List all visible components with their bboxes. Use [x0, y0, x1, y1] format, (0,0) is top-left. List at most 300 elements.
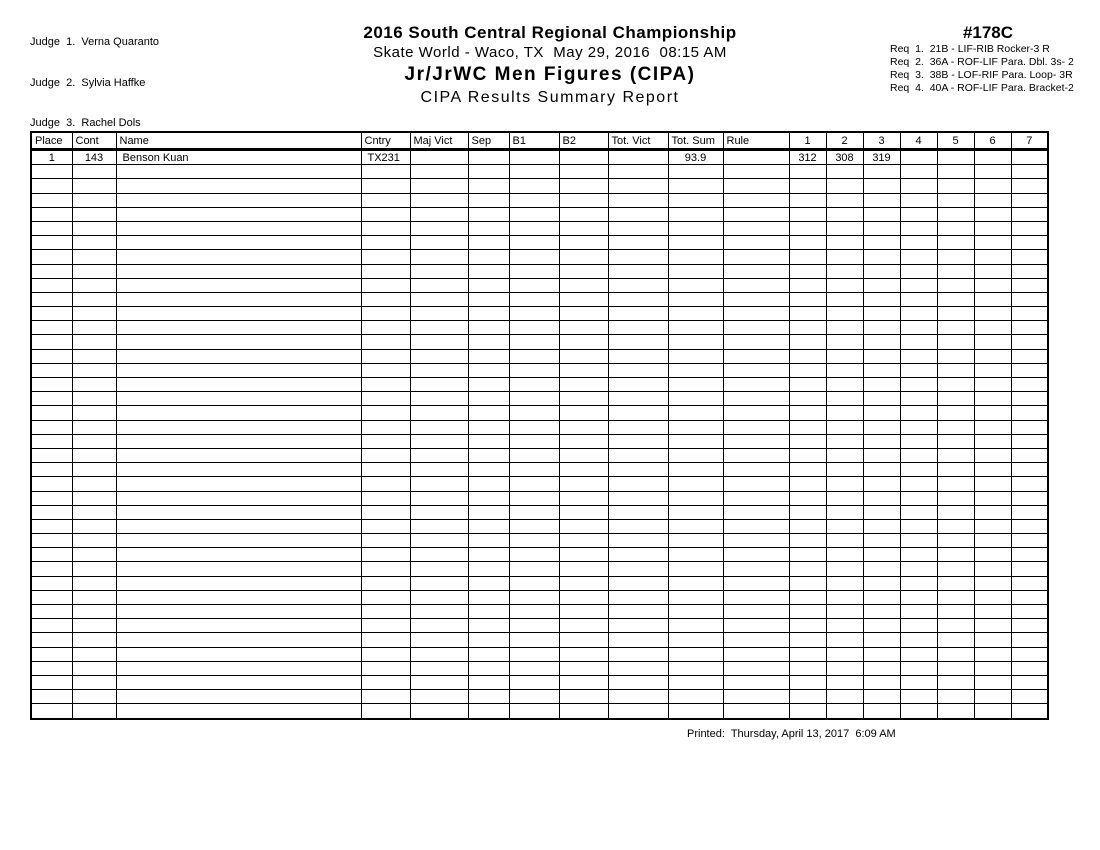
- empty-cell: [863, 193, 900, 207]
- empty-cell: [1011, 534, 1048, 548]
- empty-cell: [31, 221, 72, 235]
- empty-cell: [509, 690, 559, 704]
- empty-cell: [668, 349, 723, 363]
- empty-cell: [1011, 619, 1048, 633]
- empty-cell: [937, 236, 974, 250]
- printed-timestamp: Printed: Thursday, April 13, 2017 6:09 AM: [687, 728, 896, 740]
- empty-cell: [974, 477, 1011, 491]
- empty-table-row: [31, 363, 1048, 377]
- empty-cell: [559, 321, 608, 335]
- empty-cell: [468, 236, 509, 250]
- empty-cell: [723, 335, 789, 349]
- empty-cell: [723, 633, 789, 647]
- empty-cell: [116, 491, 361, 505]
- empty-cell: [608, 420, 668, 434]
- empty-cell: [974, 250, 1011, 264]
- empty-cell: [937, 420, 974, 434]
- empty-cell: [900, 406, 937, 420]
- empty-cell: [361, 690, 410, 704]
- empty-cell: [1011, 420, 1048, 434]
- empty-cell: [559, 420, 608, 434]
- empty-cell: [468, 420, 509, 434]
- empty-cell: [468, 491, 509, 505]
- empty-cell: [410, 221, 468, 235]
- empty-cell: [608, 548, 668, 562]
- empty-cell: [509, 406, 559, 420]
- empty-cell: [361, 264, 410, 278]
- empty-cell: [1011, 690, 1048, 704]
- empty-cell: [863, 590, 900, 604]
- empty-cell: [900, 378, 937, 392]
- empty-cell: [509, 505, 559, 519]
- empty-cell: [72, 165, 116, 179]
- empty-cell: [116, 534, 361, 548]
- empty-cell: [509, 463, 559, 477]
- empty-cell: [900, 264, 937, 278]
- empty-cell: [900, 690, 937, 704]
- empty-cell: [410, 392, 468, 406]
- empty-cell: [863, 292, 900, 306]
- empty-cell: [116, 647, 361, 661]
- empty-cell: [668, 434, 723, 448]
- empty-cell: [937, 335, 974, 349]
- empty-cell: [608, 690, 668, 704]
- empty-cell: [608, 236, 668, 250]
- empty-cell: [723, 349, 789, 363]
- empty-cell: [789, 392, 826, 406]
- empty-cell: [361, 633, 410, 647]
- empty-table-row: [31, 519, 1048, 533]
- empty-cell: [668, 548, 723, 562]
- empty-cell: [608, 647, 668, 661]
- empty-cell: [974, 392, 1011, 406]
- empty-cell: [668, 221, 723, 235]
- empty-cell: [723, 647, 789, 661]
- empty-cell: [826, 363, 863, 377]
- empty-cell: [72, 505, 116, 519]
- empty-cell: [863, 165, 900, 179]
- empty-cell: [608, 590, 668, 604]
- empty-table-row: [31, 165, 1048, 179]
- empty-cell: [72, 534, 116, 548]
- empty-cell: [863, 434, 900, 448]
- empty-cell: [608, 221, 668, 235]
- empty-cell: [72, 321, 116, 335]
- empty-cell: [468, 590, 509, 604]
- empty-cell: [559, 633, 608, 647]
- empty-cell: [937, 250, 974, 264]
- empty-cell: [361, 605, 410, 619]
- empty-cell: [1011, 221, 1048, 235]
- empty-cell: [789, 661, 826, 675]
- empty-cell: [608, 392, 668, 406]
- empty-cell: [410, 448, 468, 462]
- empty-cell: [974, 406, 1011, 420]
- empty-cell: [974, 321, 1011, 335]
- empty-cell: [789, 548, 826, 562]
- col-header-judge-6: 6: [974, 132, 1011, 150]
- empty-cell: [789, 278, 826, 292]
- empty-cell: [72, 590, 116, 604]
- empty-cell: [509, 605, 559, 619]
- empty-table-row: [31, 690, 1048, 704]
- cell-place: 1: [31, 150, 72, 165]
- cell-judge-1-score: 312: [789, 150, 826, 165]
- empty-cell: [723, 448, 789, 462]
- empty-cell: [509, 633, 559, 647]
- empty-cell: [900, 363, 937, 377]
- empty-cell: [410, 491, 468, 505]
- empty-cell: [509, 675, 559, 689]
- empty-table-row: [31, 434, 1048, 448]
- cell-tot-vict: [608, 150, 668, 165]
- empty-cell: [937, 221, 974, 235]
- empty-cell: [361, 221, 410, 235]
- empty-cell: [31, 392, 72, 406]
- empty-cell: [361, 576, 410, 590]
- empty-cell: [116, 250, 361, 264]
- empty-cell: [116, 605, 361, 619]
- empty-cell: [559, 491, 608, 505]
- empty-cell: [723, 675, 789, 689]
- empty-cell: [31, 534, 72, 548]
- championship-title: 2016 South Central Regional Championship: [363, 23, 737, 42]
- empty-cell: [410, 292, 468, 306]
- empty-cell: [410, 236, 468, 250]
- col-header-b1: B1: [509, 132, 559, 150]
- empty-cell: [31, 548, 72, 562]
- empty-cell: [509, 292, 559, 306]
- empty-cell: [1011, 633, 1048, 647]
- empty-cell: [361, 505, 410, 519]
- empty-cell: [1011, 193, 1048, 207]
- empty-cell: [608, 434, 668, 448]
- empty-cell: [410, 647, 468, 661]
- empty-cell: [900, 675, 937, 689]
- empty-cell: [72, 392, 116, 406]
- empty-cell: [559, 477, 608, 491]
- empty-cell: [509, 534, 559, 548]
- empty-cell: [974, 335, 1011, 349]
- empty-cell: [900, 605, 937, 619]
- empty-cell: [863, 335, 900, 349]
- empty-cell: [116, 477, 361, 491]
- col-header-judge-7: 7: [1011, 132, 1048, 150]
- empty-cell: [826, 661, 863, 675]
- empty-cell: [974, 378, 1011, 392]
- empty-cell: [559, 548, 608, 562]
- empty-cell: [937, 448, 974, 462]
- empty-cell: [826, 406, 863, 420]
- empty-cell: [937, 519, 974, 533]
- empty-table-row: [31, 250, 1048, 264]
- col-header-place: Place: [31, 132, 72, 150]
- empty-cell: [31, 321, 72, 335]
- empty-cell: [410, 704, 468, 719]
- empty-cell: [668, 335, 723, 349]
- empty-cell: [410, 165, 468, 179]
- empty-cell: [789, 448, 826, 462]
- empty-cell: [72, 420, 116, 434]
- empty-table-row: [31, 491, 1048, 505]
- empty-cell: [900, 321, 937, 335]
- empty-cell: [863, 349, 900, 363]
- empty-cell: [900, 590, 937, 604]
- empty-cell: [668, 236, 723, 250]
- cell-maj-vict: [410, 150, 468, 165]
- empty-cell: [468, 675, 509, 689]
- col-header-cntry: Cntry: [361, 132, 410, 150]
- empty-cell: [468, 661, 509, 675]
- empty-cell: [361, 392, 410, 406]
- empty-cell: [723, 576, 789, 590]
- empty-cell: [608, 179, 668, 193]
- empty-cell: [900, 562, 937, 576]
- empty-cell: [668, 321, 723, 335]
- empty-cell: [361, 165, 410, 179]
- empty-cell: [668, 392, 723, 406]
- empty-table-row: [31, 633, 1048, 647]
- empty-cell: [608, 704, 668, 719]
- empty-cell: [826, 193, 863, 207]
- empty-table-row: [31, 378, 1048, 392]
- cell-judge-4-score: [900, 150, 937, 165]
- empty-cell: [72, 463, 116, 477]
- empty-cell: [31, 576, 72, 590]
- cell-judge-5-score: [937, 150, 974, 165]
- empty-cell: [509, 392, 559, 406]
- empty-cell: [116, 392, 361, 406]
- empty-cell: [31, 193, 72, 207]
- empty-cell: [559, 349, 608, 363]
- empty-cell: [900, 448, 937, 462]
- empty-cell: [116, 505, 361, 519]
- empty-cell: [826, 392, 863, 406]
- empty-cell: [509, 519, 559, 533]
- empty-cell: [72, 605, 116, 619]
- empty-cell: [863, 619, 900, 633]
- empty-cell: [31, 505, 72, 519]
- empty-cell: [974, 647, 1011, 661]
- empty-cell: [826, 307, 863, 321]
- empty-cell: [361, 619, 410, 633]
- empty-cell: [608, 576, 668, 590]
- empty-cell: [116, 406, 361, 420]
- empty-cell: [31, 236, 72, 250]
- empty-cell: [668, 505, 723, 519]
- empty-cell: [468, 704, 509, 719]
- empty-cell: [468, 463, 509, 477]
- empty-table-row: [31, 292, 1048, 306]
- empty-cell: [72, 236, 116, 250]
- empty-cell: [608, 562, 668, 576]
- col-header-judge-1: 1: [789, 132, 826, 150]
- empty-cell: [468, 179, 509, 193]
- empty-cell: [116, 207, 361, 221]
- empty-cell: [723, 548, 789, 562]
- empty-cell: [789, 519, 826, 533]
- empty-cell: [116, 165, 361, 179]
- empty-cell: [468, 576, 509, 590]
- empty-cell: [900, 661, 937, 675]
- empty-cell: [31, 690, 72, 704]
- empty-cell: [608, 165, 668, 179]
- empty-cell: [116, 307, 361, 321]
- empty-table-row: [31, 576, 1048, 590]
- empty-cell: [559, 165, 608, 179]
- empty-cell: [789, 420, 826, 434]
- empty-cell: [937, 690, 974, 704]
- empty-cell: [668, 165, 723, 179]
- empty-cell: [31, 448, 72, 462]
- empty-cell: [863, 647, 900, 661]
- empty-cell: [31, 661, 72, 675]
- empty-cell: [608, 477, 668, 491]
- empty-cell: [974, 704, 1011, 719]
- empty-cell: [410, 505, 468, 519]
- empty-cell: [410, 675, 468, 689]
- empty-cell: [410, 690, 468, 704]
- empty-cell: [974, 292, 1011, 306]
- empty-cell: [509, 420, 559, 434]
- empty-cell: [31, 307, 72, 321]
- empty-cell: [668, 278, 723, 292]
- empty-cell: [863, 491, 900, 505]
- empty-cell: [559, 221, 608, 235]
- empty-cell: [116, 179, 361, 193]
- empty-cell: [826, 491, 863, 505]
- event-name: Jr/JrWC Men Figures (CIPA): [404, 64, 696, 85]
- empty-cell: [116, 349, 361, 363]
- empty-cell: [116, 264, 361, 278]
- judge-line-3: Judge 3. Rachel Dols: [30, 117, 141, 129]
- empty-cell: [361, 349, 410, 363]
- empty-cell: [410, 619, 468, 633]
- event-number: #178C: [962, 23, 1014, 42]
- empty-cell: [608, 448, 668, 462]
- empty-cell: [723, 491, 789, 505]
- empty-cell: [72, 647, 116, 661]
- empty-cell: [559, 292, 608, 306]
- empty-cell: [608, 292, 668, 306]
- empty-cell: [937, 307, 974, 321]
- empty-cell: [608, 519, 668, 533]
- empty-cell: [410, 406, 468, 420]
- col-header-sep: Sep: [468, 132, 509, 150]
- empty-cell: [937, 207, 974, 221]
- empty-cell: [361, 491, 410, 505]
- empty-cell: [72, 562, 116, 576]
- empty-cell: [468, 335, 509, 349]
- empty-cell: [789, 463, 826, 477]
- empty-cell: [72, 491, 116, 505]
- empty-cell: [723, 250, 789, 264]
- empty-cell: [116, 590, 361, 604]
- empty-cell: [116, 675, 361, 689]
- empty-cell: [900, 633, 937, 647]
- empty-cell: [608, 406, 668, 420]
- empty-cell: [826, 165, 863, 179]
- empty-cell: [608, 633, 668, 647]
- empty-cell: [937, 349, 974, 363]
- empty-cell: [723, 179, 789, 193]
- empty-cell: [900, 221, 937, 235]
- empty-cell: [1011, 363, 1048, 377]
- empty-cell: [826, 278, 863, 292]
- empty-cell: [668, 448, 723, 462]
- empty-cell: [361, 307, 410, 321]
- empty-cell: [72, 434, 116, 448]
- empty-cell: [559, 264, 608, 278]
- empty-cell: [559, 278, 608, 292]
- col-header-b2: B2: [559, 132, 608, 150]
- empty-cell: [900, 434, 937, 448]
- empty-cell: [31, 491, 72, 505]
- empty-cell: [361, 363, 410, 377]
- requirement-line-1: Req 1. 21B - LIF-RIB Rocker-3 R: [890, 43, 1050, 55]
- empty-cell: [72, 335, 116, 349]
- col-header-maj-vict: Maj Vict: [410, 132, 468, 150]
- empty-cell: [974, 619, 1011, 633]
- empty-cell: [723, 463, 789, 477]
- empty-table-row: [31, 704, 1048, 719]
- empty-cell: [31, 363, 72, 377]
- empty-cell: [974, 179, 1011, 193]
- empty-cell: [900, 420, 937, 434]
- empty-cell: [900, 491, 937, 505]
- requirement-line-2: Req 2. 36A - ROF-LIF Para. Dbl. 3s- 2: [890, 56, 1074, 68]
- empty-cell: [723, 363, 789, 377]
- empty-cell: [974, 363, 1011, 377]
- empty-cell: [863, 534, 900, 548]
- empty-cell: [974, 165, 1011, 179]
- empty-cell: [72, 349, 116, 363]
- empty-cell: [72, 704, 116, 719]
- empty-cell: [31, 349, 72, 363]
- empty-cell: [116, 661, 361, 675]
- empty-cell: [723, 292, 789, 306]
- empty-cell: [863, 307, 900, 321]
- cell-cntry: TX231: [361, 150, 410, 165]
- empty-cell: [668, 619, 723, 633]
- empty-cell: [410, 661, 468, 675]
- empty-cell: [31, 264, 72, 278]
- empty-cell: [116, 420, 361, 434]
- empty-cell: [863, 221, 900, 235]
- empty-cell: [863, 605, 900, 619]
- empty-cell: [31, 477, 72, 491]
- empty-cell: [826, 590, 863, 604]
- empty-cell: [410, 321, 468, 335]
- empty-cell: [468, 448, 509, 462]
- empty-cell: [559, 519, 608, 533]
- empty-cell: [723, 477, 789, 491]
- empty-cell: [974, 633, 1011, 647]
- empty-cell: [826, 690, 863, 704]
- empty-cell: [723, 420, 789, 434]
- empty-cell: [1011, 378, 1048, 392]
- empty-cell: [723, 321, 789, 335]
- empty-cell: [361, 434, 410, 448]
- empty-cell: [668, 378, 723, 392]
- venue-date-line: Skate World - Waco, TX May 29, 2016 08:15 AM: [373, 44, 727, 61]
- empty-cell: [31, 675, 72, 689]
- empty-cell: [361, 534, 410, 548]
- empty-cell: [608, 250, 668, 264]
- empty-cell: [468, 534, 509, 548]
- empty-cell: [826, 463, 863, 477]
- empty-cell: [72, 193, 116, 207]
